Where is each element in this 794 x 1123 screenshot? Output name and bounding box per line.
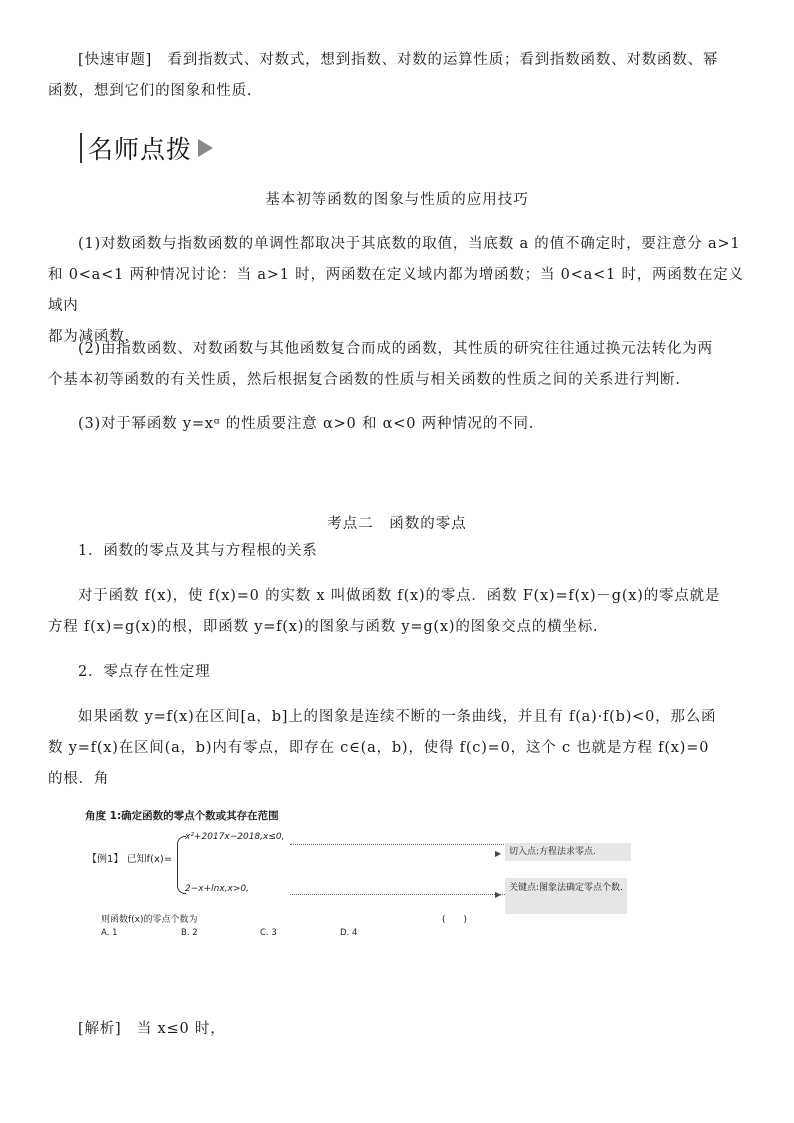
- arrow-right-icon: ▶: [495, 890, 502, 899]
- piecewise-case-2: 2−x+lnx,x>0,: [185, 884, 249, 894]
- section-header-text: 名师点拨: [88, 135, 193, 164]
- section-1-heading: 1．函数的零点及其与方程根的关系: [78, 543, 318, 559]
- tips-title: 基本初等函数的图象与性质的应用技巧: [265, 192, 529, 208]
- leader-line-1: [290, 844, 506, 853]
- option-d: D. 4: [340, 928, 358, 938]
- tip-1: (1)对数函数与指数函数的单调性都取决于其底数的取值，当底数 a 的值不确定时，要注意分 a>1 和 0<a<1 两种情况讨论：当 a>1 时，两函数在定义域内都为增函数；当 0<a<1 时，两函数在定义域内 都为减函数.: [48, 236, 744, 345]
- tip-2: (2)由指数函数、对数函数与其他函数复合而成的函数，其性质的研究往往通过换元法转化为两 个基本初等函数的有关性质，然后根据复合函数的性质与相关函数的性质之间的关系进行判断.: [48, 341, 713, 388]
- kaodian-title: 考点二 函数的零点: [327, 516, 467, 532]
- section-header: [80, 130, 213, 166]
- tip-3: (3)对于幂函数 y=xᵅ 的性质要注意 α>0 和 α<0 两种情况的不同.: [78, 416, 535, 432]
- header-bar: [80, 133, 82, 163]
- example-label: 【例1】 已知f(x)=: [87, 854, 173, 865]
- angle-title: 角度 1:确定函数的零点个数或其存在范围: [85, 810, 279, 822]
- section-2-heading: 2．零点存在性定理: [78, 664, 211, 680]
- note-entry-point: 切入点:方程法求零点.: [505, 843, 631, 861]
- analysis-line: [解析] 当 x≤0 时，: [78, 1021, 226, 1037]
- arrow-right-icon: ▶: [495, 849, 502, 858]
- note-key-point: 关键点:图象法确定零点个数.: [505, 878, 627, 914]
- question-text: 则函数f(x)的零点个数为: [101, 915, 198, 925]
- option-b: B. 2: [181, 928, 198, 938]
- quick-review-tag: [快速审题]: [78, 52, 153, 68]
- option-a: A. 1: [101, 928, 118, 938]
- section-2-body: 如果函数 y=f(x)在区间[a，b]上的图象是连续不断的一条曲线，并且有 f(a)·f(b)<0，那么函 数 y=f(x)在区间(a，b)内有零点，即存在 c∈(a，b)，使得 f(c)=0，这个 c 也就是方程 f(x)=0 的根．角: [48, 709, 717, 787]
- option-c: C. 3: [260, 928, 277, 938]
- analysis-tag: [解析]: [78, 1021, 122, 1037]
- answer-blank: ( ): [442, 915, 468, 925]
- play-triangle-icon: [198, 139, 213, 157]
- piecewise-case-1: x²+2017x−2018,x≤0,: [185, 832, 285, 842]
- section-1-body: 对于函数 f(x)，使 f(x)=0 的实数 x 叫做函数 f(x)的零点．函数 F(x)=f(x)－g(x)的零点就是 方程 f(x)=g(x)的根，即函数 y=f(x)的图象与函数 y=g(x)的图象交点的横坐标.: [48, 588, 721, 635]
- intro-paragraph: [快速审题] 看到指数式、对数式，想到指数、对数的运算性质；看到指数函数、对数函数、幂 函数，想到它们的图象和性质.: [48, 52, 719, 99]
- leader-line-2: [290, 894, 505, 895]
- example-figure: [85, 808, 645, 943]
